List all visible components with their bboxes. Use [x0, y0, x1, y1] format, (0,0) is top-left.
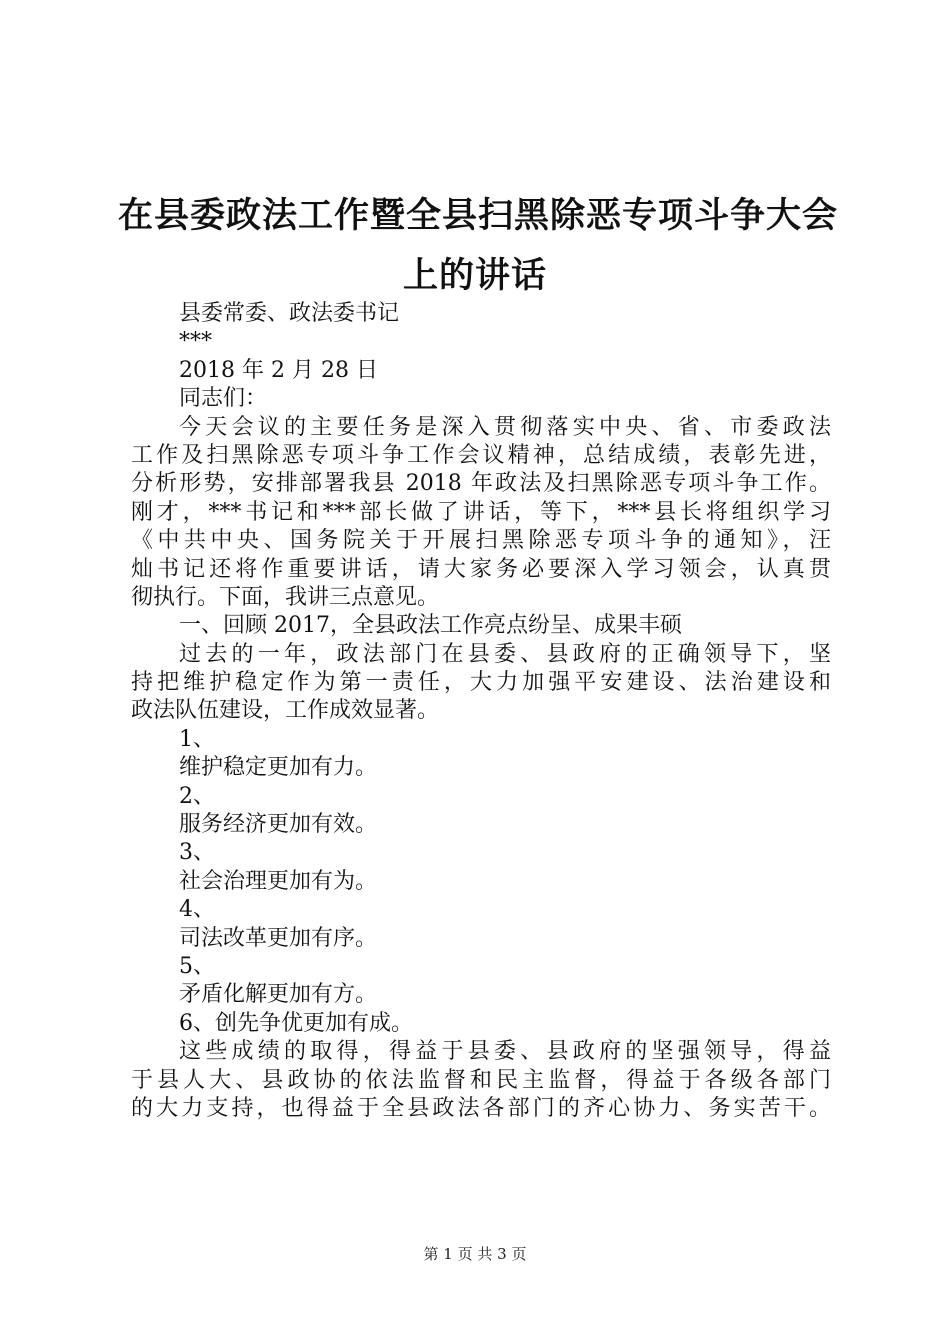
- list-item: 服务经济更加有效。: [179, 812, 378, 838]
- paragraph-line: 今天会议的主要任务是深入贯彻落实中央、省、市委政法: [179, 414, 831, 440]
- author-title: 县委常委、政法委书记: [179, 301, 400, 326]
- paragraph-line: 刚才，***书记和***部长做了讲话，等下，***县长将组织学习: [131, 499, 831, 525]
- list-item: 矛盾化解更加有方。: [179, 982, 378, 1008]
- list-number: 3、: [179, 840, 215, 866]
- paragraph-line: 分析形势，安排部署我县 2018 年政法及扫黑除恶专项斗争工作。: [131, 471, 831, 497]
- list-item: 司法改革更加有序。: [179, 925, 378, 951]
- list-number: 2、: [179, 783, 215, 809]
- document-title-line-2: 上的讲话: [402, 256, 547, 296]
- paragraph-line: 这些成绩的取得，得益于县委、县政府的坚强领导，得益: [179, 1039, 831, 1065]
- list-item: 6、创先争优更加有成。: [179, 1010, 413, 1036]
- paragraph-line: 过去的一年，政法部门在县委、县政府的正确领导下，坚: [179, 641, 831, 667]
- list-number: 1、: [179, 726, 215, 752]
- paragraph-line: 于县人大、县政协的依法监督和民主监督，得益于各级各部门: [131, 1067, 831, 1093]
- list-item: 维护稳定更加有力。: [179, 755, 378, 781]
- salutation: 同志们：: [179, 386, 268, 412]
- list-number: 5、: [179, 953, 215, 979]
- list-item: 社会治理更加有为。: [179, 868, 378, 894]
- paragraph-line: 的大力支持，也得益于全县政法各部门的齐心协力、务实苦干。: [131, 1095, 831, 1121]
- page-footer: 第 1 页 共 3 页: [423, 1245, 527, 1263]
- speech-date: 2018 年 2 月 28 日: [179, 357, 378, 383]
- paragraph-line: 灿书记还将作重要讲话，请大家务必要深入学习领会，认真贯: [131, 556, 831, 582]
- document-body: [131, 300, 831, 1123]
- paragraph-line: 《中共中央、国务院关于开展扫黑除恶专项斗争的通知》，汪: [131, 528, 831, 554]
- section-heading: 一、回顾 2017，全县政法工作亮点纷呈、成果丰硕: [179, 613, 682, 639]
- list-number: 4、: [179, 897, 215, 923]
- paragraph-line: 持把维护稳定作为第一责任，大力加强平安建设、法治建设和: [131, 670, 831, 696]
- author-name: ***: [179, 329, 212, 355]
- document-title-line-1: 在县委政法工作暨全县扫黑除恶专项斗争大会: [118, 196, 839, 236]
- paragraph-line: 政法队伍建设，工作成效显著。: [131, 698, 440, 724]
- paragraph-line: 工作及扫黑除恶专项斗争工作会议精神，总结成绩，表彰先进，: [131, 442, 831, 468]
- paragraph-line: 彻执行。下面，我讲三点意见。: [131, 584, 440, 610]
